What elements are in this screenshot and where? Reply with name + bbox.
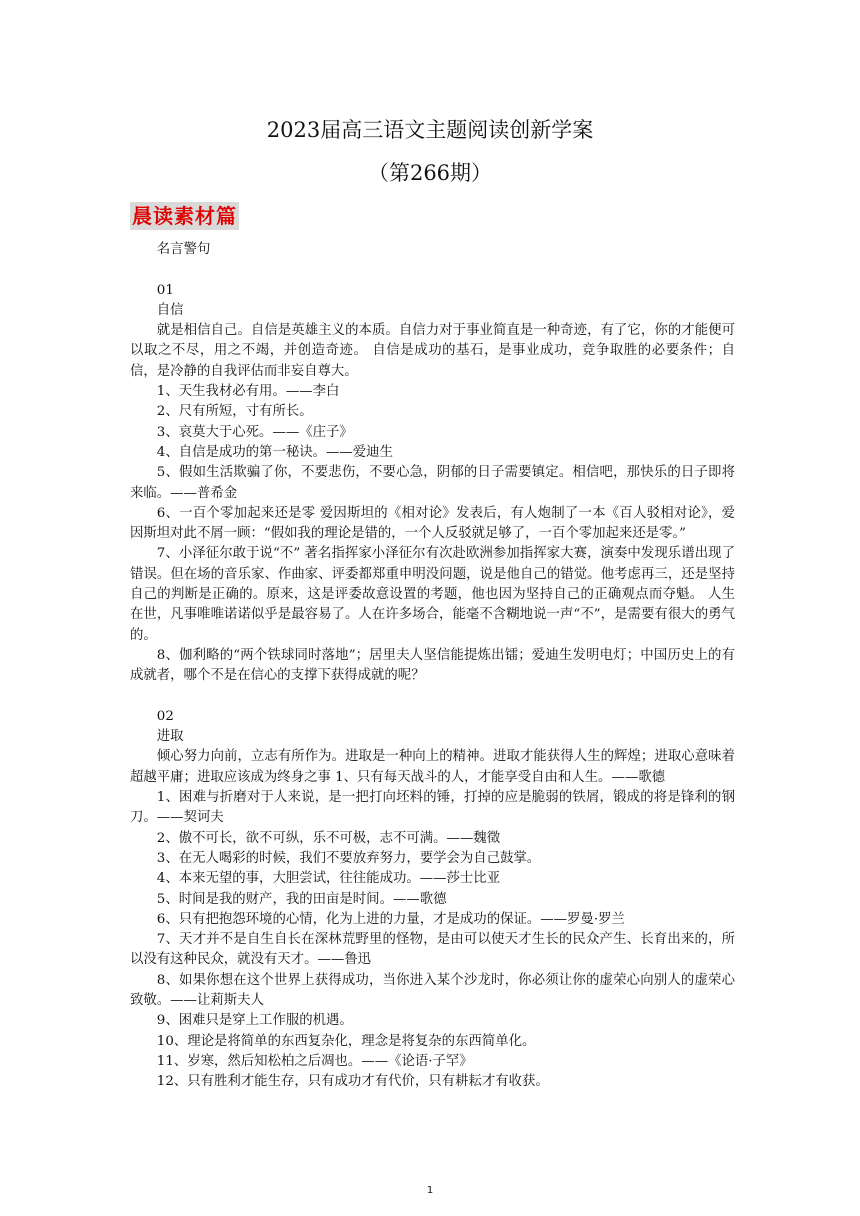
body-paragraph: 02 <box>156 708 174 724</box>
body-paragraph: 12、只有胜利才能生存，只有成功才有代价，只有耕耘才有收获。 <box>156 1074 549 1090</box>
issue-number: （第266期） <box>367 161 493 185</box>
body-paragraph <box>130 260 735 280</box>
body-paragraph: 就是相信自己。自信是英雄主义的本质。自信力对于事业简直是一种奇迹，有了它，你的才能便可以取之不尽，用之不竭，并创造奇迹。 自信是成功的基石，是事业成功，竞争取胜的必要条件；自信，是冷静的自我评估而非妄自尊大。 <box>130 323 735 379</box>
body-paragraph: 7、小泽征尔敢于说“不” 著名指挥家小泽征尔有次赴欧洲参加指挥家大赛，演奏中发现乐谱出现了错误。但在场的音乐家、作曲家、评委都郑重申明没问题，说是他自己的错觉。他考虑再三，还是坚持自己的判断是正确的。原来，这是评委故意设置的考题，他也因为坚持自己的正确观点而夺魁。 人生在世，凡事唯唯诺诺似乎是最容易了。人在许多场合，能毫不含糊地说一声“不”，是需要有很大的勇气的。 <box>130 546 735 643</box>
body-paragraph: 自信 <box>156 302 184 318</box>
document-title: 2023届高三语文主题阅读创新学案 <box>266 118 594 142</box>
body-paragraph: 3、哀莫大于心死。——《庄子》 <box>156 424 353 440</box>
section-heading: 晨读素材篇 <box>132 204 237 228</box>
body-paragraph: 10、理论是将简单的东西复杂化，理念是将复杂的东西简单化。 <box>156 1033 536 1049</box>
body-paragraph: 8、如果你想在这个世界上获得成功，当你进入某个沙龙时，你必须让你的虚荣心向别人的虚荣心致敬。——让莉斯夫人 <box>130 972 735 1008</box>
body-paragraph: 8、伽利略的“两个铁球同时落地”；居里夫人坚信能提炼出镭；爱迪生发明电灯；中国历史上的有成就者，哪个不是在信心的支撑下获得成就的呢？ <box>130 647 735 684</box>
body-paragraph: 5、假如生活欺骗了你，不要悲伤，不要心急，阴郁的日子需要镇定。相信吧，那快乐的日子即将来临。——普希金 <box>130 465 735 501</box>
document-body <box>130 240 735 1092</box>
body-paragraph: 4、本来无望的事，大胆尝试，往往能成功。——莎士比亚 <box>156 871 501 887</box>
body-paragraph: 2、尺有所短，寸有所长。 <box>156 404 313 420</box>
body-paragraph: 01 <box>156 282 174 298</box>
body-paragraph <box>130 687 735 707</box>
body-paragraph: 1、困难与折磨对于人来说，是一把打向坯料的锤，打掉的应是脆弱的铁屑，锻成的将是锋利的钢刀。——契诃夫 <box>130 790 735 826</box>
body-paragraph: 1、天生我材必有用。——李白 <box>156 384 340 400</box>
page-number: 1 <box>426 1185 434 1196</box>
body-paragraph: 名言警句 <box>156 242 211 257</box>
body-paragraph: 9、困难只是穿上工作服的机遇。 <box>156 1013 353 1029</box>
body-paragraph: 3、在无人喝彩的时候，我们不要放弃努力，要学会为自己鼓掌。 <box>156 850 541 866</box>
body-paragraph: 5、时间是我的财产，我的田亩是时间。——歌德 <box>156 891 447 907</box>
body-paragraph: 倾心努力向前，立志有所作为。进取是一种向上的精神。进取才能获得人生的辉煌；进取心意味着超越平庸；进取应该成为终身之事 1、只有每天战斗的人，才能享受自由和人生。——歌德 <box>130 749 735 785</box>
body-paragraph: 7、天才并不是自生自长在深林荒野里的怪物，是由可以使天才生长的民众产生、长育出来的，所以没有这种民众，就没有天才。——鲁迅 <box>130 932 735 968</box>
body-paragraph: 6、只有把抱怨环境的心情，化为上进的力量，才是成功的保证。——罗曼·罗兰 <box>156 911 625 927</box>
body-paragraph: 11、岁寒，然后知松柏之后凋也。——《论语·子罕》 <box>156 1053 473 1069</box>
body-paragraph: 2、傲不可长，欲不可纵，乐不可极，志不可满。——魏徵 <box>156 830 501 846</box>
body-paragraph: 进取 <box>156 729 184 745</box>
body-paragraph: 6、一百个零加起来还是零 爱因斯坦的《相对论》发表后，有人炮制了一本《百人驳相对论》，爱因斯坦对此不屑一顾：“假如我的理论是错的，一个人反驳就足够了，一百个零加起来还是零。” <box>130 505 735 542</box>
body-paragraph: 4、自信是成功的第一秘诀。——爱迪生 <box>156 444 393 460</box>
